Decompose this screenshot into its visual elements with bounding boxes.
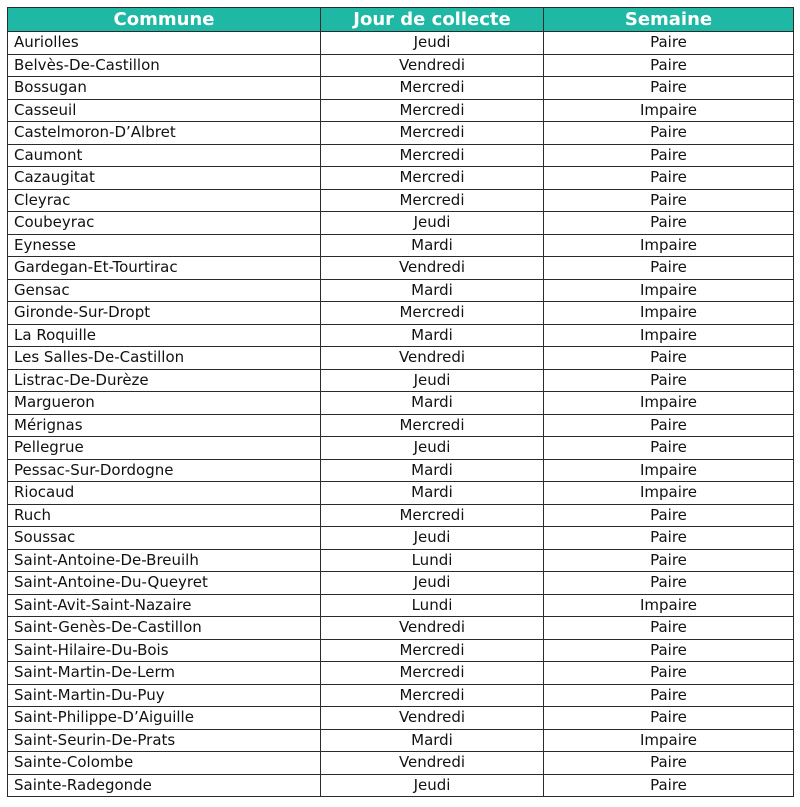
cell-commune: Caumont (8, 144, 321, 167)
cell-semaine: Paire (544, 774, 794, 797)
cell-jour-de-collecte: Mercredi (321, 662, 544, 685)
table-row (8, 279, 794, 302)
cell-jour-de-collecte: Mercredi (321, 167, 544, 190)
table-row (8, 504, 794, 527)
table-body (8, 32, 794, 797)
cell-semaine: Paire (544, 32, 794, 55)
table-row (8, 617, 794, 640)
header-jour-de-collecte: Jour de collecte (321, 8, 544, 32)
table-header (8, 8, 794, 32)
cell-commune: Gardegan-Et-Tourtirac (8, 257, 321, 280)
cell-commune: Saint-Philippe-D’Aiguille (8, 707, 321, 730)
cell-jour-de-collecte: Vendredi (321, 257, 544, 280)
cell-semaine: Paire (544, 617, 794, 640)
table-row (8, 167, 794, 190)
cell-commune: Margueron (8, 392, 321, 415)
cell-commune: Auriolles (8, 32, 321, 55)
table-row (8, 437, 794, 460)
cell-jour-de-collecte: Lundi (321, 594, 544, 617)
cell-commune: Riocaud (8, 482, 321, 505)
header-row (8, 8, 794, 32)
table-row (8, 234, 794, 257)
cell-jour-de-collecte: Vendredi (321, 54, 544, 77)
header-semaine: Semaine (544, 8, 794, 32)
cell-jour-de-collecte: Mercredi (321, 77, 544, 100)
table-row (8, 54, 794, 77)
table-row (8, 212, 794, 235)
table-row (8, 302, 794, 325)
cell-semaine: Paire (544, 369, 794, 392)
table-row (8, 77, 794, 100)
cell-jour-de-collecte: Lundi (321, 549, 544, 572)
cell-commune: La Roquille (8, 324, 321, 347)
cell-semaine: Paire (544, 257, 794, 280)
table-row (8, 594, 794, 617)
cell-jour-de-collecte: Mercredi (321, 684, 544, 707)
cell-commune: Cazaugitat (8, 167, 321, 190)
cell-jour-de-collecte: Mercredi (321, 639, 544, 662)
collection-schedule-table (7, 7, 794, 797)
cell-commune: Saint-Hilaire-Du-Bois (8, 639, 321, 662)
table-row (8, 32, 794, 55)
cell-commune: Bossugan (8, 77, 321, 100)
cell-commune: Les Salles-De-Castillon (8, 347, 321, 370)
cell-semaine: Paire (544, 54, 794, 77)
cell-commune: Saint-Martin-De-Lerm (8, 662, 321, 685)
cell-semaine: Paire (544, 189, 794, 212)
cell-jour-de-collecte: Vendredi (321, 707, 544, 730)
cell-commune: Sainte-Colombe (8, 752, 321, 775)
cell-semaine: Impaire (544, 234, 794, 257)
cell-commune: Saint-Antoine-Du-Queyret (8, 572, 321, 595)
cell-commune: Saint-Genès-De-Castillon (8, 617, 321, 640)
cell-jour-de-collecte: Vendredi (321, 347, 544, 370)
cell-semaine: Paire (544, 527, 794, 550)
cell-semaine: Impaire (544, 324, 794, 347)
cell-jour-de-collecte: Mardi (321, 279, 544, 302)
cell-commune: Soussac (8, 527, 321, 550)
cell-jour-de-collecte: Mardi (321, 324, 544, 347)
cell-semaine: Paire (544, 662, 794, 685)
cell-commune: Pellegrue (8, 437, 321, 460)
cell-semaine: Paire (544, 707, 794, 730)
table-row (8, 122, 794, 145)
cell-jour-de-collecte: Mercredi (321, 99, 544, 122)
table-row (8, 774, 794, 797)
cell-semaine: Paire (544, 437, 794, 460)
cell-jour-de-collecte: Jeudi (321, 774, 544, 797)
cell-semaine: Impaire (544, 729, 794, 752)
cell-jour-de-collecte: Mercredi (321, 414, 544, 437)
cell-jour-de-collecte: Jeudi (321, 437, 544, 460)
cell-semaine: Paire (544, 122, 794, 145)
cell-jour-de-collecte: Mercredi (321, 122, 544, 145)
cell-commune: Listrac-De-Durèze (8, 369, 321, 392)
table-row (8, 527, 794, 550)
table-row (8, 347, 794, 370)
cell-jour-de-collecte: Mardi (321, 482, 544, 505)
cell-semaine: Paire (544, 414, 794, 437)
cell-commune: Saint-Martin-Du-Puy (8, 684, 321, 707)
table-row (8, 144, 794, 167)
cell-commune: Ruch (8, 504, 321, 527)
cell-jour-de-collecte: Mercredi (321, 504, 544, 527)
table-row (8, 459, 794, 482)
cell-semaine: Paire (544, 212, 794, 235)
table-row (8, 99, 794, 122)
table-row (8, 639, 794, 662)
table-row (8, 707, 794, 730)
cell-semaine: Paire (544, 639, 794, 662)
cell-commune: Pessac-Sur-Dordogne (8, 459, 321, 482)
cell-jour-de-collecte: Mardi (321, 459, 544, 482)
cell-jour-de-collecte: Mardi (321, 729, 544, 752)
cell-commune: Castelmoron-D’Albret (8, 122, 321, 145)
cell-semaine: Paire (544, 684, 794, 707)
cell-semaine: Impaire (544, 302, 794, 325)
cell-semaine: Paire (544, 144, 794, 167)
cell-semaine: Impaire (544, 459, 794, 482)
cell-jour-de-collecte: Mercredi (321, 189, 544, 212)
cell-commune: Cleyrac (8, 189, 321, 212)
cell-jour-de-collecte: Mardi (321, 392, 544, 415)
table-row (8, 414, 794, 437)
table-row (8, 324, 794, 347)
cell-semaine: Impaire (544, 392, 794, 415)
cell-commune: Eynesse (8, 234, 321, 257)
cell-commune: Mérignas (8, 414, 321, 437)
cell-commune: Gensac (8, 279, 321, 302)
table-row (8, 392, 794, 415)
cell-commune: Gironde-Sur-Dropt (8, 302, 321, 325)
cell-semaine: Impaire (544, 279, 794, 302)
cell-semaine: Paire (544, 167, 794, 190)
table-row (8, 662, 794, 685)
cell-semaine: Impaire (544, 594, 794, 617)
table-row (8, 684, 794, 707)
cell-commune: Sainte-Radegonde (8, 774, 321, 797)
cell-jour-de-collecte: Vendredi (321, 617, 544, 640)
cell-commune: Belvès-De-Castillon (8, 54, 321, 77)
cell-jour-de-collecte: Vendredi (321, 752, 544, 775)
cell-semaine: Paire (544, 347, 794, 370)
cell-semaine: Impaire (544, 482, 794, 505)
cell-semaine: Impaire (544, 99, 794, 122)
cell-semaine: Paire (544, 504, 794, 527)
cell-commune: Coubeyrac (8, 212, 321, 235)
table-row (8, 572, 794, 595)
cell-jour-de-collecte: Mercredi (321, 144, 544, 167)
cell-jour-de-collecte: Jeudi (321, 527, 544, 550)
cell-semaine: Paire (544, 77, 794, 100)
cell-jour-de-collecte: Mardi (321, 234, 544, 257)
header-commune: Commune (8, 8, 321, 32)
cell-commune: Casseuil (8, 99, 321, 122)
collection-schedule-table-container (7, 7, 793, 797)
table-row (8, 189, 794, 212)
cell-semaine: Paire (544, 572, 794, 595)
table-row (8, 369, 794, 392)
table-row (8, 257, 794, 280)
cell-jour-de-collecte: Jeudi (321, 369, 544, 392)
cell-semaine: Paire (544, 752, 794, 775)
table-row (8, 482, 794, 505)
cell-jour-de-collecte: Jeudi (321, 32, 544, 55)
cell-jour-de-collecte: Jeudi (321, 212, 544, 235)
table-row (8, 729, 794, 752)
cell-commune: Saint-Avit-Saint-Nazaire (8, 594, 321, 617)
table-row (8, 549, 794, 572)
table-row (8, 752, 794, 775)
cell-commune: Saint-Antoine-De-Breuilh (8, 549, 321, 572)
cell-semaine: Paire (544, 549, 794, 572)
cell-jour-de-collecte: Jeudi (321, 572, 544, 595)
cell-commune: Saint-Seurin-De-Prats (8, 729, 321, 752)
cell-jour-de-collecte: Mercredi (321, 302, 544, 325)
